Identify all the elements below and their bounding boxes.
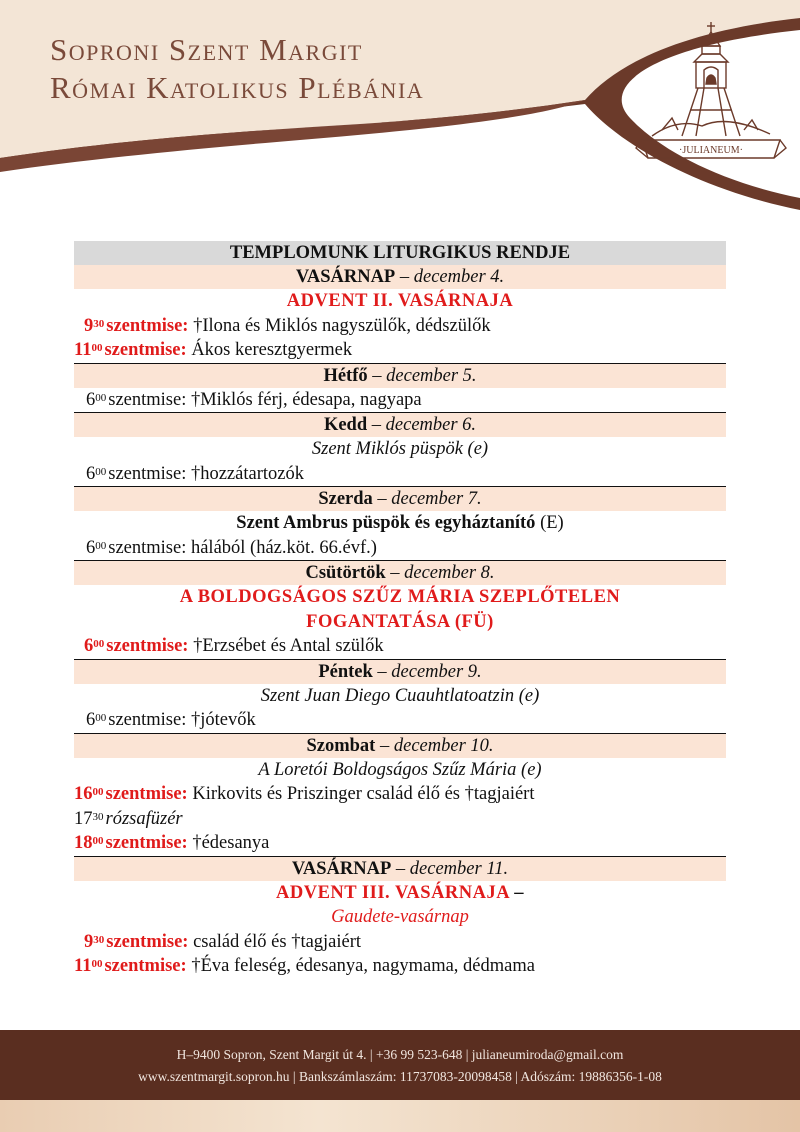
mass-hour: 9 xyxy=(84,931,94,952)
mass-label: szentmise: xyxy=(105,784,188,804)
day-header xyxy=(74,412,726,437)
day-date: december 6. xyxy=(385,415,477,435)
feast-name-text: Szent Ambrus püspök és egyháztanító xyxy=(236,513,536,533)
parish-name-line-2: Római Katolikus Plébánia xyxy=(50,70,425,105)
mass-intention: †jótevők xyxy=(186,710,256,730)
mass-hour: 16 xyxy=(74,784,93,804)
feast-title-text: FOGANTATÁSA (FÜ) xyxy=(306,611,494,632)
day-date: december 5. xyxy=(386,365,477,386)
mass-time xyxy=(86,710,106,730)
mass-hour: 18 xyxy=(74,833,93,853)
mass-minute: 30 xyxy=(93,933,105,946)
feast-subtitle: Gaudete-vasárnap xyxy=(331,907,469,927)
mass-label: szentmise: xyxy=(106,315,189,336)
mass-intention: †Erzsébet és Antal szülők xyxy=(188,636,384,656)
feast-rank: (E) xyxy=(535,513,564,533)
mass-row xyxy=(74,536,726,561)
feast-title-text: ADVENT II. VASÁRNAJA xyxy=(286,291,514,311)
feast-name xyxy=(74,511,726,536)
mass-label: szentmise: xyxy=(105,833,188,853)
mass-hour: 6 xyxy=(86,463,96,484)
mass-label: szentmise: xyxy=(108,389,187,410)
mass-time xyxy=(74,833,104,853)
mass-hour: 6 xyxy=(84,636,94,656)
day-date: december 8. xyxy=(404,563,495,583)
mass-minute: 00 xyxy=(95,465,107,478)
day-header xyxy=(74,363,726,388)
day-separator: – xyxy=(367,365,387,386)
mass-minute: 00 xyxy=(92,835,104,847)
day-date: december 4. xyxy=(413,267,505,287)
mass-time xyxy=(74,340,102,360)
mass-time xyxy=(86,464,106,484)
mass-hour: 6 xyxy=(86,389,96,410)
liturgical-schedule xyxy=(74,241,726,979)
mass-intention: †hozzátartozók xyxy=(186,463,304,484)
day-name: Hétfő xyxy=(323,365,368,386)
mass-hour: 9 xyxy=(84,315,94,336)
mass-time xyxy=(84,316,104,336)
feast-title-text: A BOLDOGSÁGOS SZŰZ MÁRIA SZEPLŐTELEN xyxy=(179,587,621,607)
day-separator: – xyxy=(372,661,392,682)
feast-title xyxy=(74,881,726,906)
mass-row xyxy=(74,634,726,659)
day-separator: – xyxy=(372,489,392,509)
mass-time xyxy=(74,956,102,976)
mass-intention: Ákos keresztgyermek xyxy=(186,340,353,360)
logo-text: ·JULIANEUM· xyxy=(679,145,743,156)
day-name: Szerda xyxy=(318,489,373,509)
day-date: december 10. xyxy=(393,735,494,756)
mass-minute: 00 xyxy=(91,958,103,970)
day-separator: – xyxy=(391,858,410,879)
mass-row xyxy=(74,708,726,733)
mass-label: szentmise: xyxy=(106,636,189,656)
mass-time xyxy=(86,390,106,410)
feast-name: A Loretói Boldogságos Szűz Mária (e) xyxy=(258,759,542,780)
feast-name: Szent Juan Diego Cuauhtlatoatzin (e) xyxy=(260,685,540,706)
day-name: Kedd xyxy=(323,415,368,435)
day-header xyxy=(74,560,726,585)
feast-name: Szent Miklós püspök (e) xyxy=(311,439,489,459)
mass-label: szentmise: xyxy=(104,956,187,976)
mass-hour: 11 xyxy=(74,956,92,976)
mass-intention: †Ilona és Miklós nagyszülők, dédszülők xyxy=(188,315,491,336)
parish-name-line-1: Soproni Szent Margit xyxy=(50,32,363,67)
mass-row xyxy=(74,831,726,856)
mass-intention: hálából (ház.köt. 66.évf.) xyxy=(186,537,377,558)
mass-intention: Kirkovits és Priszinger család élő és †tagjaiért xyxy=(187,784,535,804)
feast-title xyxy=(74,289,726,314)
mass-row xyxy=(74,782,726,807)
day-name: Csütörtök xyxy=(305,563,386,583)
mass-time xyxy=(84,636,104,656)
mass-minute: 00 xyxy=(95,712,107,724)
mass-intention: †Éva feleség, édesanya, nagymama, dédmama xyxy=(186,956,535,976)
mass-hour: 11 xyxy=(74,340,92,360)
mass-row xyxy=(74,954,726,979)
footer-decoration-strip xyxy=(0,1100,800,1132)
mass-hour: 17 xyxy=(74,808,93,829)
feast-title-text: ADVENT III. VASÁRNAJA xyxy=(276,882,510,903)
mass-minute: 00 xyxy=(92,786,104,798)
footer xyxy=(0,1030,800,1100)
mass-label: szentmise: xyxy=(108,710,187,730)
julianeum-logo xyxy=(632,18,790,168)
mass-minute: 30 xyxy=(93,317,105,330)
mass-time xyxy=(74,809,104,829)
mass-row xyxy=(74,462,726,487)
mass-label: szentmise: xyxy=(108,463,187,484)
mass-intention: †Miklós férj, édesapa, nagyapa xyxy=(186,389,422,410)
day-separator: – xyxy=(367,415,386,435)
mass-minute: 30 xyxy=(92,810,104,823)
mass-row xyxy=(74,807,726,832)
day-name: VASÁRNAP xyxy=(291,858,392,879)
footer-contact-line: H–9400 Sopron, Szent Margit út 4. | +36 99 523-648 | julianeumiroda@gmail.com xyxy=(176,1047,624,1062)
mass-time xyxy=(84,932,104,952)
mass-hour: 6 xyxy=(86,710,96,730)
mass-hour: 6 xyxy=(86,537,96,558)
mass-label: szentmise: xyxy=(108,537,187,558)
day-header xyxy=(74,733,726,758)
footer-bank-line: www.szentmargit.sopron.hu | Bankszámlaszám: 11737083-20098458 | Adószám: 19886356-1-08 xyxy=(138,1069,662,1084)
mass-intention: család élő és †tagjaiért xyxy=(188,931,362,952)
day-header xyxy=(74,486,726,511)
mass-minute: 00 xyxy=(95,539,107,552)
feast-title xyxy=(74,610,726,635)
day-header xyxy=(74,856,726,881)
day-separator: – xyxy=(385,563,405,583)
day-date: december 9. xyxy=(391,661,482,682)
feast-title xyxy=(74,585,726,610)
day-name: Szombat xyxy=(306,735,376,756)
day-name: VASÁRNAP xyxy=(295,267,396,287)
mass-time xyxy=(74,784,104,804)
mass-row xyxy=(74,314,726,339)
mass-minute: 00 xyxy=(91,342,103,354)
mass-row xyxy=(74,930,726,955)
day-separator: – xyxy=(375,735,394,756)
day-date: december 11. xyxy=(409,858,509,879)
mass-intention: †édesanya xyxy=(187,833,270,853)
mass-time xyxy=(86,538,106,558)
day-separator: – xyxy=(395,267,414,287)
day-date: december 7. xyxy=(391,489,482,509)
mass-row xyxy=(74,388,726,413)
mass-minute: 00 xyxy=(95,391,107,404)
feast-title-suffix: – xyxy=(509,882,524,903)
mass-label: rózsafüzér xyxy=(105,808,183,829)
day-name: Péntek xyxy=(318,661,373,682)
day-header xyxy=(74,265,726,289)
mass-label: szentmise: xyxy=(104,340,187,360)
day-header xyxy=(74,659,726,684)
mass-minute: 00 xyxy=(93,638,105,650)
schedule-title: TEMPLOMUNK LITURGIKUS RENDJE xyxy=(74,241,726,265)
mass-label: szentmise: xyxy=(106,931,189,952)
mass-row xyxy=(74,338,726,363)
